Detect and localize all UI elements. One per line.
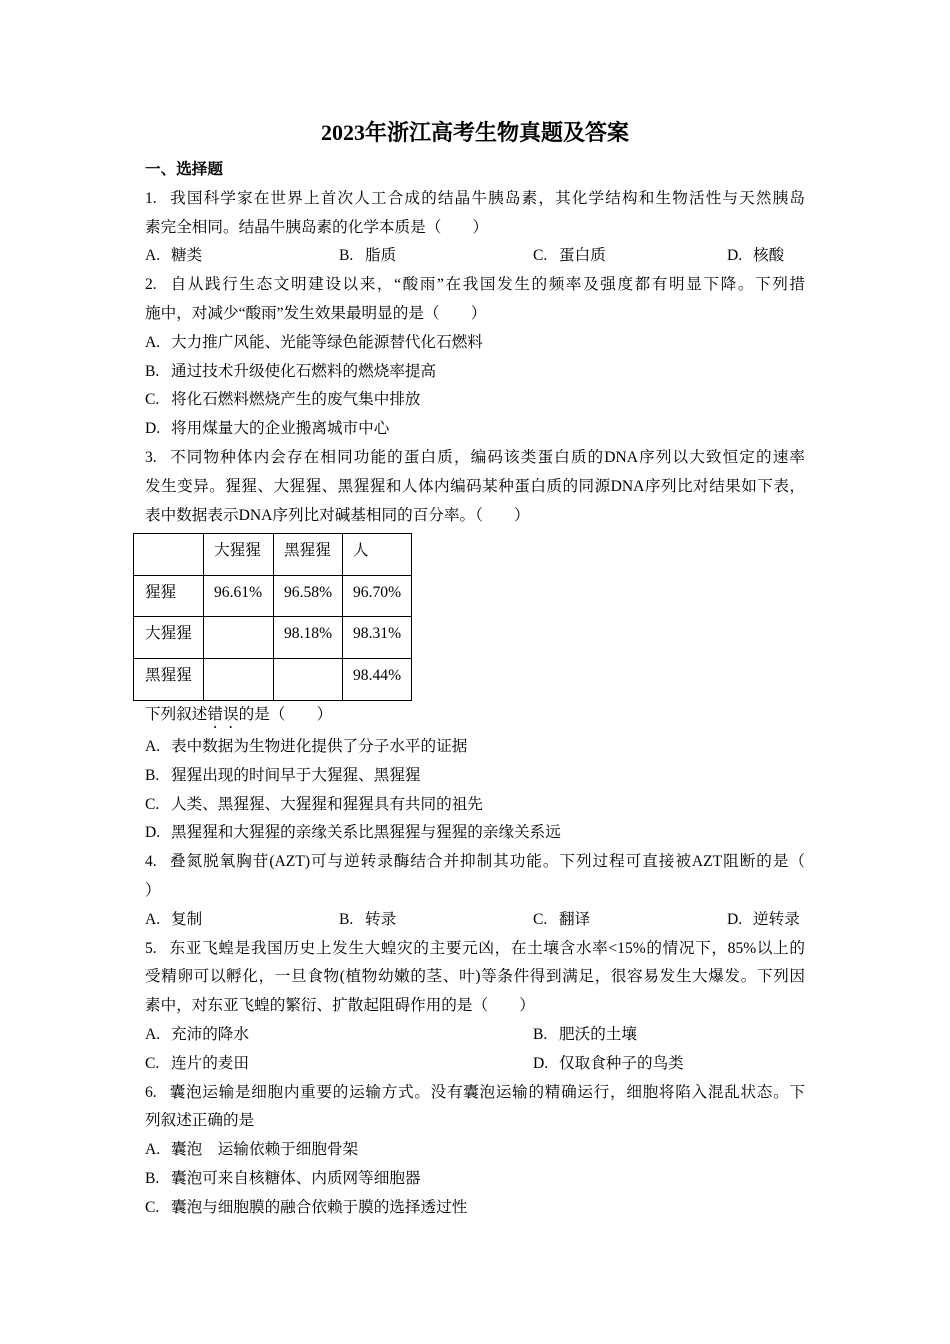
question-stem-text: 自从践行生态文明建设以来，“酸雨”在我国发生的频率及强度都有明显下降。下列措 xyxy=(169,276,805,294)
option-text: 复制 xyxy=(171,910,203,928)
table-header-row xyxy=(134,533,412,575)
table-cell: 96.58% xyxy=(274,575,343,617)
option-text: 仅取食种子的鸟类 xyxy=(559,1054,684,1072)
option-c xyxy=(145,791,805,820)
question-stem-line xyxy=(145,935,805,964)
question-5 xyxy=(145,935,805,1079)
option-label: C. xyxy=(145,1054,160,1072)
option-text: 肥沃的土壤 xyxy=(559,1025,637,1043)
lead-text: 的是（ ） xyxy=(238,705,333,723)
question-stem-text: 叠氮脱氧胸苷(AZT)可与逆转录酶结合并抑制其功能。下列过程可直接被AZT阻断的是（ xyxy=(169,853,805,871)
option-text: 逆转录 xyxy=(753,910,800,928)
table-row-header: 猩猩 xyxy=(134,575,204,617)
option-a xyxy=(145,1021,533,1050)
question-stem-line xyxy=(145,848,805,877)
option-text: 脂质 xyxy=(365,247,397,265)
question-stem-line xyxy=(145,473,805,502)
question-stem-line xyxy=(145,877,805,906)
question-stem-text: 施中，对减少“酸雨”发生效果最明显的是（ ） xyxy=(145,304,487,322)
option-d xyxy=(533,1050,805,1079)
option-b xyxy=(145,358,805,387)
option-text: 囊泡 运输依赖于细胞骨架 xyxy=(171,1141,359,1159)
option-text: 糖类 xyxy=(171,247,203,265)
option-label: C. xyxy=(145,795,160,813)
option-text: 黑猩猩和大猩猩的亲缘关系比黑猩猩与猩猩的亲缘关系远 xyxy=(171,824,561,842)
table-header-cell: 人 xyxy=(343,533,412,575)
question-2 xyxy=(145,271,805,444)
option-label: B. xyxy=(145,1169,160,1187)
options-group xyxy=(145,1050,805,1079)
table-cell: 98.44% xyxy=(343,659,412,701)
option-text: 人类、黑猩猩、大猩猩和猩猩具有共同的祖先 xyxy=(171,795,483,813)
question-stem-text: 素完全相同。结晶牛胰岛素的化学本质是（ ） xyxy=(145,218,489,236)
question-stem-line xyxy=(145,271,805,300)
option-text: 连片的麦田 xyxy=(171,1054,249,1072)
option-a xyxy=(145,1136,805,1165)
option-b xyxy=(339,906,533,935)
question-stem-line xyxy=(145,502,805,531)
question-stem-text: 囊泡运输是细胞内重要的运输方式。没有囊泡运输的精确运行，细胞将陷入混乱状态。下 xyxy=(169,1083,805,1101)
option-c xyxy=(533,242,727,271)
option-label: C. xyxy=(145,391,160,409)
option-label: C. xyxy=(533,910,548,928)
table-row-header: 黑猩猩 xyxy=(134,659,204,701)
question-stem-text: 不同物种体内会存在相同功能的蛋白质，编码该类蛋白质的DNA序列以大致恒定的速率 xyxy=(169,448,805,466)
option-label: A. xyxy=(145,333,161,351)
option-text: 囊泡可来自核糖体、内质网等细胞器 xyxy=(171,1169,421,1187)
question-number: 1. xyxy=(145,189,157,207)
option-c xyxy=(145,386,805,415)
question-stem-text: 表中数据表示DNA序列比对碱基相同的百分率。（ ） xyxy=(145,506,530,524)
option-a xyxy=(145,329,805,358)
table-row-header: 大猩猩 xyxy=(134,617,204,659)
table-cell: 98.18% xyxy=(274,617,343,659)
option-text: 通过技术升级使化石燃料的燃烧率提高 xyxy=(171,362,437,380)
question-stem-line xyxy=(145,1107,805,1136)
option-b xyxy=(145,762,805,791)
option-text: 大力推广风能、光能等绿色能源替代化石燃料 xyxy=(171,333,483,351)
option-text: 猩猩出现的时间早于大猩猩、黑猩猩 xyxy=(171,766,421,784)
table-cell xyxy=(274,659,343,701)
options-group xyxy=(145,1021,805,1050)
question-stem-text: 发生变异。猩猩、大猩猩、黑猩猩和人体内编码某种蛋白质的同源DNA序列比对结果如下表， xyxy=(145,477,805,495)
question-number: 2. xyxy=(145,276,157,294)
question-1 xyxy=(145,185,805,271)
option-label: A. xyxy=(145,247,161,265)
option-label: A. xyxy=(145,910,161,928)
option-c xyxy=(533,906,727,935)
section-heading: 一、选择题 xyxy=(145,161,223,178)
options-group xyxy=(145,906,805,935)
option-label: D. xyxy=(727,910,743,928)
question-stem-line xyxy=(145,1079,805,1108)
page-title: 2023年浙江高考生物真题及答案 xyxy=(320,120,629,145)
option-text: 蛋白质 xyxy=(559,247,606,265)
question-stem-line xyxy=(145,185,805,214)
option-b xyxy=(339,242,533,271)
question-number: 6. xyxy=(145,1083,157,1101)
question-stem-line xyxy=(145,963,805,992)
dna-comparison-table xyxy=(133,533,412,701)
question-number: 3. xyxy=(145,448,157,466)
question-number: 4. xyxy=(145,853,157,871)
option-label: C. xyxy=(145,1198,160,1216)
option-d xyxy=(145,819,805,848)
question-stem-text: 列叙述正确的是 xyxy=(145,1112,255,1130)
option-text: 将化石燃料燃烧产生的废气集中排放 xyxy=(171,391,421,409)
option-label: D. xyxy=(533,1054,549,1072)
table-cell xyxy=(204,659,274,701)
option-label: A. xyxy=(145,738,161,755)
option-label: B. xyxy=(339,247,354,265)
option-label: A. xyxy=(145,1141,161,1159)
option-a xyxy=(145,242,339,271)
table-cell xyxy=(204,617,274,659)
table-row xyxy=(134,617,412,659)
emphasis-text: 错误 xyxy=(207,705,239,723)
table-cell: 98.31% xyxy=(343,617,412,659)
question-6 xyxy=(145,1079,805,1223)
option-label: C. xyxy=(533,247,548,265)
question-stem-text: 受精卵可以孵化，一旦食物(植物幼嫩的茎、叶)等条件得到满足，很容易发生大爆发。下列因 xyxy=(145,968,805,986)
option-label: B. xyxy=(339,910,354,928)
option-label: B. xyxy=(145,362,160,380)
question-stem-line xyxy=(145,444,805,473)
option-text: 将用煤量大的企业搬离城市中心 xyxy=(171,420,390,438)
option-label: D. xyxy=(145,824,161,842)
question-3 xyxy=(145,444,805,848)
option-d xyxy=(727,906,805,935)
option-a xyxy=(145,906,339,935)
question-stem-text: 东亚飞蝗是我国历史上发生大蝗灾的主要元凶，在土壤含水率<15%的情况下，85%以上的 xyxy=(169,939,805,957)
question-stem-line xyxy=(145,992,805,1021)
table-cell: 96.70% xyxy=(343,575,412,617)
option-a xyxy=(145,733,805,762)
lead-text: 下列叙述 xyxy=(145,705,208,723)
question-stem-text: 我国科学家在世界上首次人工合成的结晶牛胰岛素，其化学结构和生物活性与天然胰岛 xyxy=(169,189,805,207)
question-lead xyxy=(145,701,805,730)
option-label: D. xyxy=(145,420,161,438)
option-text: 囊泡与细胞膜的融合依赖于膜的选择透过性 xyxy=(171,1198,468,1216)
table-cell: 96.61% xyxy=(204,575,274,617)
option-label: B. xyxy=(145,766,160,784)
option-d xyxy=(727,242,805,271)
options-group xyxy=(145,242,805,271)
question-4 xyxy=(145,848,805,934)
table-row xyxy=(134,575,412,617)
question-stem-text: ） xyxy=(145,881,161,899)
option-label: A. xyxy=(145,1025,161,1043)
option-label: B. xyxy=(533,1025,548,1043)
page-content xyxy=(145,156,805,1223)
question-stem-text: 素中，对东亚飞蝗的繁衍、扩散起阻碍作用的是（ ） xyxy=(145,997,535,1015)
option-text: 表中数据为生物进化提供了分子水平的证据 xyxy=(171,738,468,755)
option-text: 翻译 xyxy=(559,910,591,928)
question-number: 5. xyxy=(145,939,157,957)
table-header-cell xyxy=(134,533,204,575)
option-label: D. xyxy=(727,247,743,265)
table-header-cell: 大猩猩 xyxy=(204,533,274,575)
table-row xyxy=(134,659,412,701)
option-b xyxy=(145,1165,805,1194)
option-text: 转录 xyxy=(365,910,397,928)
option-text: 充沛的降水 xyxy=(171,1025,249,1043)
option-b xyxy=(533,1021,805,1050)
question-stem-line xyxy=(145,300,805,329)
option-text: 核酸 xyxy=(753,247,785,265)
option-c xyxy=(145,1050,533,1079)
question-stem-line xyxy=(145,214,805,243)
option-d xyxy=(145,415,805,444)
option-c xyxy=(145,1194,805,1223)
table-header-cell: 黑猩猩 xyxy=(274,533,343,575)
